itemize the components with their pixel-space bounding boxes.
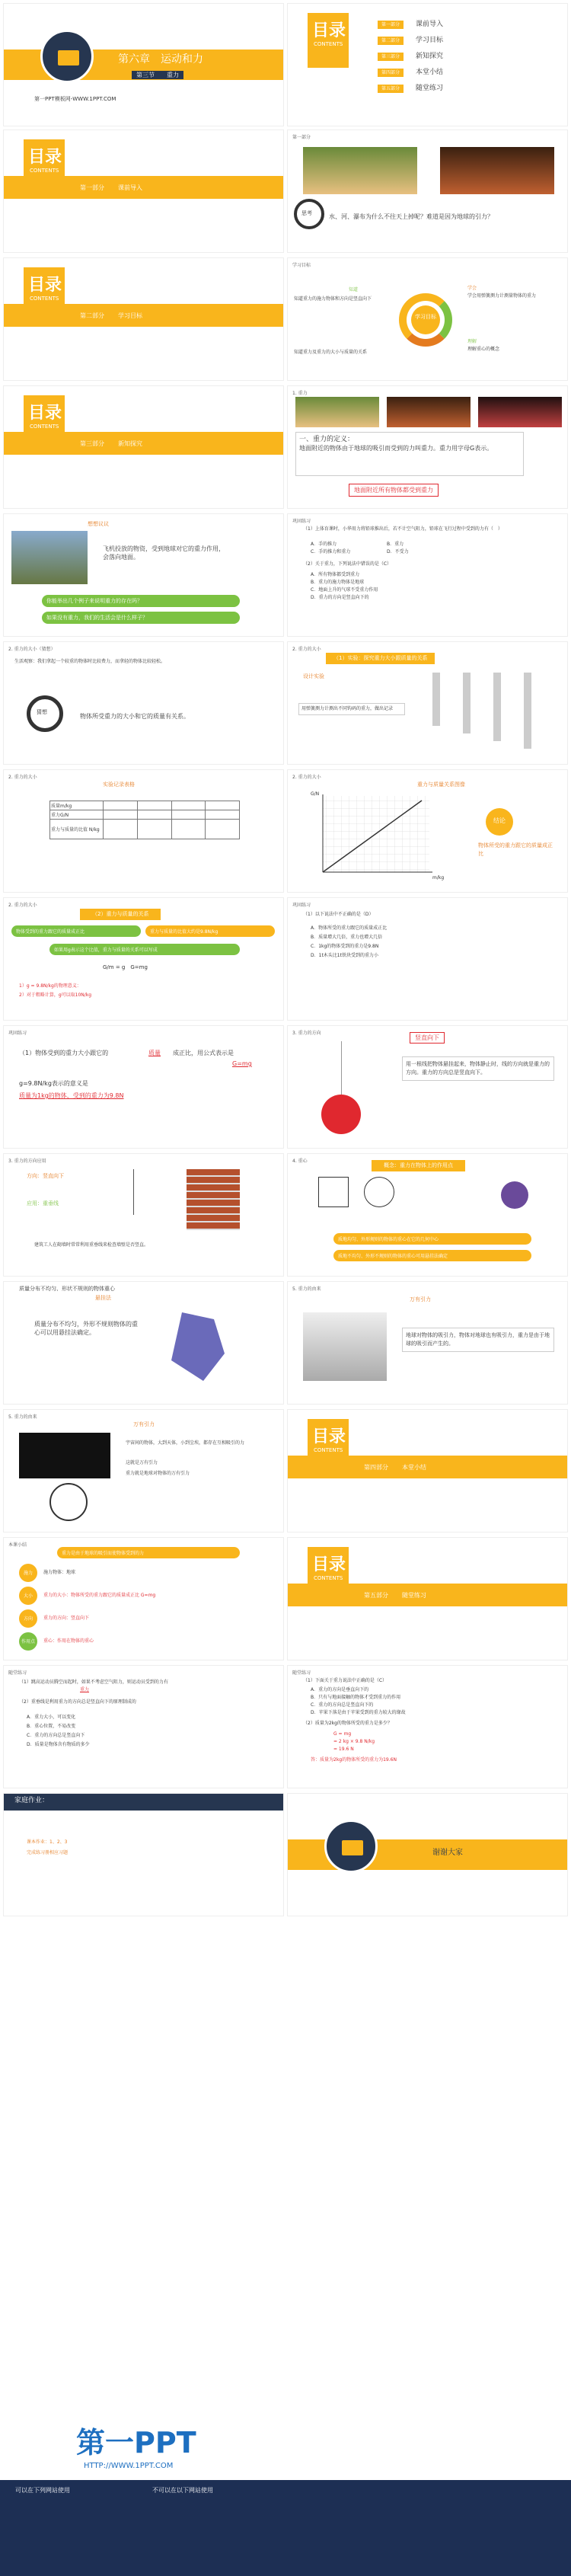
summary-value: 重力的方向：竖直向下 xyxy=(43,1616,90,1621)
homework-item: 课本作业：1、2、3 xyxy=(27,1839,68,1845)
slide-part2 xyxy=(3,257,284,381)
slide-think xyxy=(3,513,284,637)
slide-label: 巩固练习 xyxy=(292,903,311,908)
answer-line: G = mg xyxy=(333,1731,352,1737)
answer-line: = 19.6 N xyxy=(333,1747,354,1752)
allowed-title: 可以在下列网站使用 xyxy=(15,2487,70,2494)
option[interactable]: A．所有物体都受到重力 xyxy=(311,572,360,577)
plumb-note: 建筑工人在砌墙时常常利用重垂线来检查墙壁是否竖直。 xyxy=(34,1242,149,1248)
slide-part1 xyxy=(3,129,284,253)
slide-relation xyxy=(3,897,284,1021)
square-shape xyxy=(318,1177,349,1207)
option[interactable]: D．质量是物体含有物质的多少 xyxy=(27,1742,90,1747)
circle-shape xyxy=(364,1177,394,1207)
table-title: 实验记录表格 xyxy=(103,781,135,788)
slide-part3 xyxy=(3,385,284,509)
brick-wall xyxy=(187,1169,240,1230)
gravity-box: 地面附近所有物体都受到重力 xyxy=(349,484,439,497)
slide-label: 随堂练习 xyxy=(8,1670,27,1676)
apple-illustration xyxy=(321,1095,361,1134)
irregular-title: 质量分布不均匀、形状不规则的物体重心 xyxy=(19,1286,115,1292)
homework-title: 家庭作业： xyxy=(14,1797,49,1804)
univ-item: 这就是万有引力 xyxy=(126,1460,158,1465)
final-answer: 答：质量为2kg的物体所受的重力为19.6N xyxy=(311,1757,397,1763)
slide-label: 第一部分 xyxy=(292,135,311,140)
option[interactable]: A．重力大小，可以变化 xyxy=(27,1715,76,1720)
magnifier-icon: 猜想 xyxy=(27,695,63,732)
slide-intro xyxy=(287,129,568,253)
slide-part5 xyxy=(287,1537,568,1660)
slide-exercise-2 xyxy=(287,897,568,1021)
toc-box: 目录 CONTENTS xyxy=(308,1419,349,1474)
summary-key: 作用点 xyxy=(19,1632,37,1651)
disc-shape xyxy=(501,1181,528,1209)
question: （2）质量为2kg的物体所受的重力是多少？ xyxy=(303,1721,392,1726)
think-text: 飞机投放的物资，受到地球对它的重力作用，会落向地面。 xyxy=(103,545,225,561)
origin-text: 地球对物体的吸引力，物体对地球也有吸引力，重力是由于地球的吸引而产生的。 xyxy=(402,1328,554,1352)
section-title: 第三节 重力 xyxy=(132,71,183,79)
question-part: 成正比，用公式表示是 xyxy=(173,1050,234,1056)
option[interactable]: A．物体所受的重力跟它的质量成正比 xyxy=(311,925,388,931)
table-row: 重力与质量的比值 N/kg xyxy=(50,820,240,839)
option[interactable]: B．重力的施力物体是地球 xyxy=(311,580,365,585)
univ-item: 重力就是地球对物体的万有引力 xyxy=(126,1471,190,1476)
gm-graph xyxy=(311,793,440,884)
book-icon xyxy=(40,30,94,83)
slide-origin xyxy=(287,1281,568,1405)
slide-label: 2. 重力的大小 xyxy=(8,903,37,908)
toc-box: 目录 CONTENTS xyxy=(24,395,65,450)
spring-scale xyxy=(432,673,440,726)
goals-center: 学习目标 xyxy=(411,305,440,334)
answer: 重力 xyxy=(80,1687,90,1692)
plumb-use: 应用：重垂线 xyxy=(27,1200,59,1207)
summary-key: 大小 xyxy=(19,1587,37,1605)
thanks-text: 谢谢大家 xyxy=(432,1849,463,1857)
part-number: 第二部分 xyxy=(80,312,104,319)
slide-label: 3. 重力的方向 xyxy=(292,1031,321,1036)
univ-item: 宇宙间的物体，大到天体，小到尘埃，都存在互相吸引的力 xyxy=(126,1440,245,1446)
question: （1）上体育课时，小华用力将铅球推出后，若不计空气阻力，铅球在飞行过程中受到的力有（ ） xyxy=(303,526,502,532)
origin-sub: 万有引力 xyxy=(410,1296,431,1302)
footer-url[interactable]: HTTP://WWW.1PPT.COM xyxy=(84,2462,174,2470)
slide-label: 本课小结 xyxy=(8,1542,27,1548)
slide-label: 3. 重力的方向应用 xyxy=(8,1159,46,1164)
hang-method: 悬挂法 xyxy=(95,1295,111,1301)
option[interactable]: B．只有与地面接触的物体才受到重力的作用 xyxy=(311,1695,401,1700)
question: （2）关于重力，下列说法中错误的是（C） xyxy=(303,561,392,567)
answer: 质量为1kg的物体，受到的重力为9.8N xyxy=(19,1092,124,1099)
goal-label: 知道 xyxy=(349,287,359,292)
option[interactable]: C．重力的方向总是竖直向下 xyxy=(27,1733,85,1738)
summary-header: 重力是由于地球的吸引而使物体受到的力 xyxy=(57,1547,240,1558)
irregular-text: 质量分布不均匀，外形不规则物体的重心可以用悬挂法确定。 xyxy=(34,1321,138,1336)
direction-tag: 竖直向下 xyxy=(410,1032,445,1044)
question: （2）重垂线是利用重力的方向总是竖直向下的原理制成的 xyxy=(19,1699,136,1705)
slide-toc xyxy=(287,3,568,126)
slide-cover xyxy=(3,3,284,126)
slide-goals xyxy=(287,257,568,381)
slide-universal xyxy=(3,1409,284,1532)
spring-scale xyxy=(463,673,471,733)
slide-magnitude xyxy=(3,641,284,765)
part-number: 第五部分 xyxy=(364,1592,388,1599)
part-title: 学习目标 xyxy=(118,312,142,319)
table-row: 重力G/N xyxy=(50,810,240,820)
goal-3: 理解重心的概念 xyxy=(467,347,500,352)
summary-key: 施力 xyxy=(19,1564,37,1582)
magnifier-icon: 思考 xyxy=(294,199,324,229)
part-title: 课前导入 xyxy=(118,184,142,191)
solar-system-image xyxy=(19,1433,110,1478)
book-icon xyxy=(324,1820,378,1873)
definition-box: 一、重力的定义： 地面附近的物体由于地球的吸引而受到的力叫重力。重力用字母G表示。 xyxy=(295,432,524,476)
slide-label: 1. 重力 xyxy=(292,391,308,396)
slide-label: 5. 重力的由来 xyxy=(8,1414,37,1420)
helicopter-photo xyxy=(11,531,88,584)
homework-item: 完成练习册相应习题 xyxy=(27,1850,69,1855)
part-number: 第四部分 xyxy=(364,1464,388,1471)
relation-title: （2）重力与质量的关系 xyxy=(80,909,161,920)
slide-label: 学习目标 xyxy=(292,263,311,268)
answer: G=mg xyxy=(232,1060,252,1067)
toc-item[interactable]: 第五部分 随堂练习 xyxy=(378,78,443,94)
spring-scale xyxy=(524,673,531,749)
slide-label: 5. 重力的由来 xyxy=(292,1286,321,1292)
footer-band xyxy=(0,2480,571,2576)
toc-item[interactable]: 第四部分 本堂小结 xyxy=(378,62,443,78)
slide-label: 2. 重力的大小（猜想） xyxy=(8,647,56,652)
option[interactable]: D．苹果下落是由于苹果受到的重力较大的缘故 xyxy=(311,1710,406,1715)
slide-label: 巩固练习 xyxy=(292,519,311,524)
slide-summary xyxy=(3,1537,284,1660)
experiment-title: （1）实验：探究重力大小跟质量的关系 xyxy=(326,653,435,664)
slide-graph xyxy=(287,769,568,893)
option[interactable]: A．手的推力 xyxy=(311,542,337,547)
relation-2: 重力与质量的比值大约是9.8N/kg xyxy=(145,925,275,937)
question: （1）跳高运动员腾空而起时，如果不考虑空气阻力，则运动员受到的力有 xyxy=(19,1680,168,1685)
summary-key: 方向 xyxy=(19,1609,37,1628)
forbidden-title: 不可以在以下网站使用 xyxy=(152,2487,213,2494)
option[interactable]: D．1t木头比1t铁块受到的重力小 xyxy=(311,953,378,958)
slide-exercise-4 xyxy=(3,1665,284,1788)
option[interactable]: C．地面上升的气球不受重力作用 xyxy=(311,587,378,593)
graph-title: 重力与质量关系图像 xyxy=(417,781,465,788)
toc-item[interactable]: 第三部分 新知探究 xyxy=(378,46,443,62)
toc-box: 目录 CONTENTS xyxy=(24,139,65,194)
center-title: 概念：重力在物体上的作用点 xyxy=(372,1160,465,1171)
atom-icon xyxy=(49,1483,88,1521)
slide-thanks xyxy=(287,1793,568,1916)
toc-item[interactable]: 第二部分 学习目标 xyxy=(378,30,443,46)
conclusion-badge: 结论 xyxy=(486,808,513,836)
part-title: 随堂练习 xyxy=(402,1592,426,1599)
chapter-title: 第六章 运动和力 xyxy=(118,53,203,66)
question: （1）以下说法中不正确的是（D） xyxy=(303,912,374,917)
part-title: 新知探究 xyxy=(118,440,142,447)
option[interactable]: B．重心位置，不易改变 xyxy=(27,1724,76,1729)
goal-1: 知道重力的施力物体和方向是竖直向下 xyxy=(294,296,372,302)
plumb-direction: 方向：竖直向下 xyxy=(27,1173,64,1179)
slide-exercise-5 xyxy=(287,1665,568,1788)
irregular-shape xyxy=(171,1312,225,1381)
waterfall-photo xyxy=(303,147,417,194)
option[interactable]: D．不受力 xyxy=(387,549,409,555)
experiment-note: 用弹簧测力计测出不同钩码的重力，做出记录 xyxy=(298,703,405,715)
toc-item[interactable]: 第一部分 课前导入 xyxy=(378,14,443,30)
slide-experiment xyxy=(287,641,568,765)
question-2[interactable]: 如果没有重力，我们的生活会是什么样子？ xyxy=(42,612,240,624)
slide-label: 2. 重力的大小 xyxy=(8,775,37,780)
part-number: 第一部分 xyxy=(80,184,104,191)
string xyxy=(341,1041,342,1095)
slide-label: 2. 重力的大小 xyxy=(292,775,321,780)
y-axis-label: G/N xyxy=(311,791,320,797)
conclusion-text: 物体所受的重力跟它的质量成正比 xyxy=(478,842,553,857)
slide-plumb xyxy=(3,1153,284,1277)
slide-label: 随堂练习 xyxy=(292,1670,311,1676)
slide-irregular xyxy=(3,1281,284,1405)
slide-exercise-3 xyxy=(3,1025,284,1149)
toc-box: 目录 CONTENTS xyxy=(308,1547,349,1602)
data-table xyxy=(49,801,240,839)
question-part: g=9.8N/kg表示的意义是 xyxy=(19,1080,88,1087)
center-rule-1: 质地均匀、外形规则的物体的重心在它的几何中心 xyxy=(333,1233,531,1245)
part-title: 本堂小结 xyxy=(402,1464,426,1471)
plumb-line xyxy=(133,1169,134,1215)
site-text: 第一PPT模板网-WWW.1PPT.COM xyxy=(34,96,116,102)
goal-2: 学会用弹簧测力计测量物体的重力 xyxy=(467,293,537,299)
slide-label: 想想议议 xyxy=(88,521,109,527)
direction-text: 用一根线把物体悬挂起来，物体静止时，线的方向就是重力的方向。重力的方向总是竖直向下。 xyxy=(402,1056,554,1081)
relation-3: 如果用g表示这个比值，重力与质量的关系可以写成 xyxy=(49,944,240,955)
question-1[interactable]: 你能举出几个例子来说明重力的存在吗？ xyxy=(42,595,240,607)
waterfall-photo-2 xyxy=(478,397,562,427)
question-part: （1）物体受到的重力大小跟它的 xyxy=(19,1050,109,1056)
design-label: 设计实验 xyxy=(303,673,324,679)
goal-0: 知道重力及重力的大小与质量的关系 xyxy=(294,350,368,355)
option[interactable]: B．重力 xyxy=(387,542,404,547)
answer-line: = 2 kg × 9.8 N/kg xyxy=(333,1739,375,1744)
univ-sub: 万有引力 xyxy=(133,1421,155,1427)
x-axis-label: m/kg xyxy=(432,875,445,881)
part-number: 第三部分 xyxy=(80,440,104,447)
relation-1: 物体受到的重力跟它的质量成正比 xyxy=(11,925,141,937)
option[interactable]: D．重力的方向是竖直向下的 xyxy=(311,595,369,600)
slide-label: 2. 重力的大小 xyxy=(292,647,321,652)
slide-exercise-1 xyxy=(287,513,568,637)
question: （1）下面关于重力说法中正确的是（C） xyxy=(303,1678,388,1683)
option[interactable]: C．1kg的物体受到的重力是9.8N xyxy=(311,944,379,949)
summary-value: 施力物体：地球 xyxy=(43,1570,76,1575)
option[interactable]: A．重力的方向是垂直向下的 xyxy=(311,1687,369,1692)
slide-label: 4. 重心 xyxy=(292,1159,308,1164)
toc-box: 目录 CONTENTS xyxy=(308,13,349,68)
goal-label: 学会 xyxy=(467,286,477,291)
answer: 质量 xyxy=(148,1050,161,1056)
magnitude-text: 生活观察：我们拿起一个较重的物体时比较费力，而拿轻的物体比较轻松。 xyxy=(14,659,166,664)
formula: G/m = g G=mg xyxy=(103,964,148,970)
note-2: 2）对于粗略计算，g可以取10N/kg xyxy=(19,992,92,998)
dam-photo xyxy=(440,147,554,194)
option[interactable]: B．质量增大几倍，重力也增大几倍 xyxy=(311,935,383,940)
spring-scale xyxy=(493,673,501,741)
option[interactable]: C．重力的方向总是竖直向下的 xyxy=(311,1702,374,1708)
waterfall-photo xyxy=(295,397,379,427)
slide-part4 xyxy=(287,1409,568,1532)
slide-homework xyxy=(3,1793,284,1916)
slide-table xyxy=(3,769,284,893)
toc-box: 目录 CONTENTS xyxy=(24,267,65,322)
center-rule-2: 质地不均匀、外形不规则的物体的重心可用悬挂法确定 xyxy=(333,1250,531,1261)
summary-value: 重力的大小：物体所受的重力跟它的质量成正比 G=mg xyxy=(43,1593,156,1598)
slide-label: 巩固练习 xyxy=(8,1031,27,1036)
sketch-image xyxy=(303,1312,387,1381)
footer-logo: 第一PPT xyxy=(76,2426,196,2459)
summary-value: 重心：作用在物体的重心 xyxy=(43,1638,94,1644)
guess-text: 物体所受重力的大小和它的质量有关系。 xyxy=(80,713,190,720)
goal-label: 理解 xyxy=(467,339,477,344)
slide-gravity-def xyxy=(287,385,568,509)
footer xyxy=(0,2419,571,2576)
slide-direction xyxy=(287,1025,568,1149)
intro-question: 水、河、瀑布为什么不往天上掉呢？难道是因为地球的引力？ xyxy=(329,213,493,220)
slide-center xyxy=(287,1153,568,1277)
option[interactable]: C．手的推力和重力 xyxy=(311,549,351,555)
toc-list xyxy=(378,14,443,94)
dam-photo xyxy=(387,397,471,427)
note-1: 1）g = 9.8N/kg的物理意义： xyxy=(19,983,81,989)
table-row: 质量m/kg xyxy=(50,801,240,810)
